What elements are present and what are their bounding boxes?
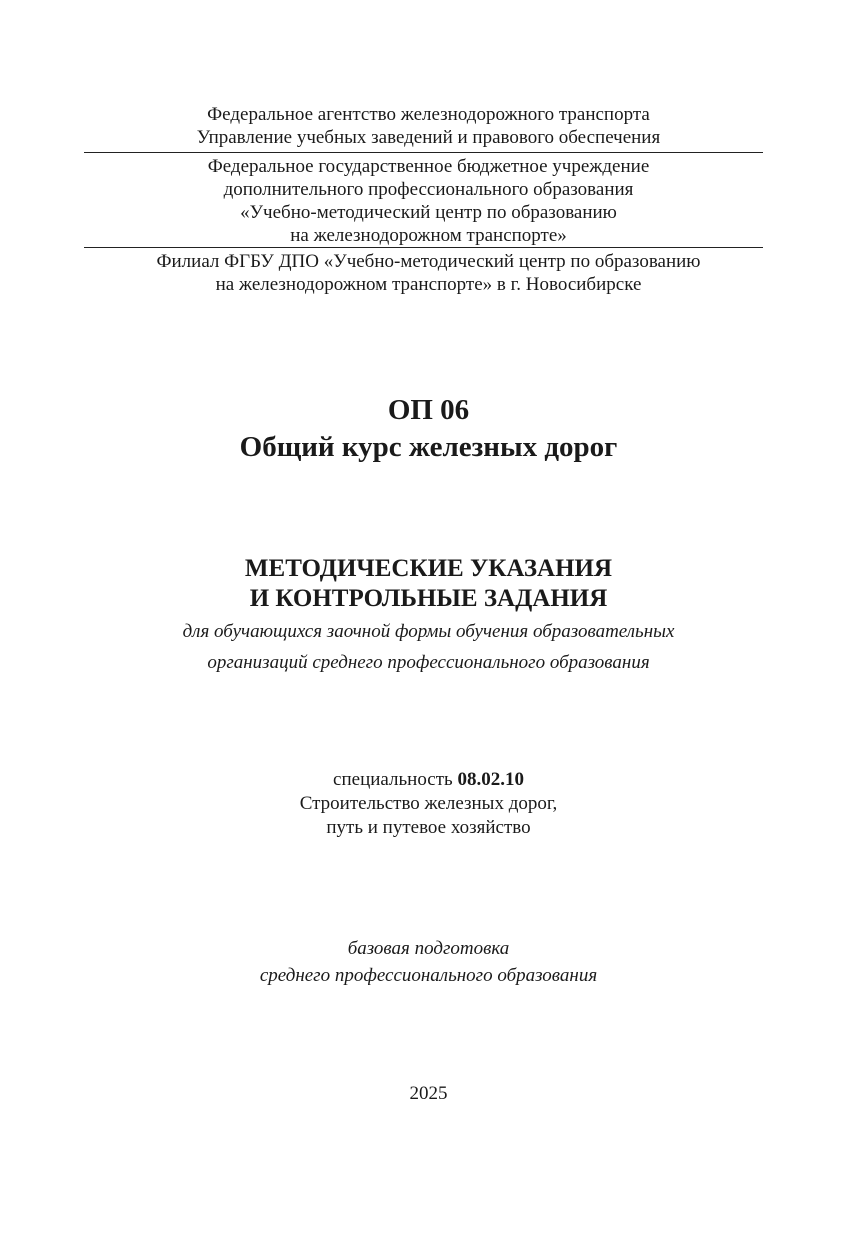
department-name: Управление учебных заведений и правового обеспечения — [196, 127, 661, 148]
course-code: ОП 06 — [387, 394, 470, 426]
branch-line: Филиал ФГБУ ДПО «Учебно-методический центр по образованию — [156, 251, 701, 272]
document-type-line: МЕТОДИЧЕСКИЕ УКАЗАНИЯ — [244, 555, 613, 582]
institution-line: на железнодорожном транспорте» — [290, 225, 567, 246]
header-divider-top — [84, 152, 763, 153]
document-type-block — [0, 554, 857, 614]
training-level-block — [0, 935, 857, 989]
publication-year: 2025 — [409, 1083, 448, 1104]
specialty-code: 08.02.10 — [457, 769, 524, 790]
institution-line: дополнительного профессионального образования — [223, 179, 634, 200]
training-level-line: среднего профессионального образования — [259, 965, 598, 986]
course-title-block — [0, 392, 857, 466]
audience-block — [0, 616, 857, 678]
header-divider-bottom — [84, 247, 763, 248]
specialty-label: специальность — [333, 769, 453, 790]
header-branch-block — [0, 250, 857, 296]
audience-line: организаций среднего профессионального образования — [207, 652, 650, 673]
specialty-heading — [0, 768, 857, 792]
document-type-line: И КОНТРОЛЬНЫЕ ЗАДАНИЯ — [249, 585, 608, 612]
specialty-name-line: Строительство железных дорог, — [299, 793, 558, 814]
header-agency-block — [0, 103, 857, 149]
audience-line: для обучающихся заочной формы обучения образовательных — [182, 621, 675, 642]
institution-line: «Учебно-методический центр по образованию — [240, 202, 617, 223]
header-institution-block — [0, 155, 857, 247]
specialty-name-line: путь и путевое хозяйство — [326, 817, 531, 838]
institution-line: Федеральное государственное бюджетное учреждение — [207, 156, 650, 177]
course-name: Общий курс железных дорог — [239, 431, 618, 463]
specialty-block — [0, 768, 857, 840]
agency-name: Федеральное агентство железнодорожного транспорта — [207, 104, 650, 125]
branch-line: на железнодорожном транспорте» в г. Новосибирске — [215, 274, 642, 295]
training-level-line: базовая подготовка — [347, 938, 510, 959]
